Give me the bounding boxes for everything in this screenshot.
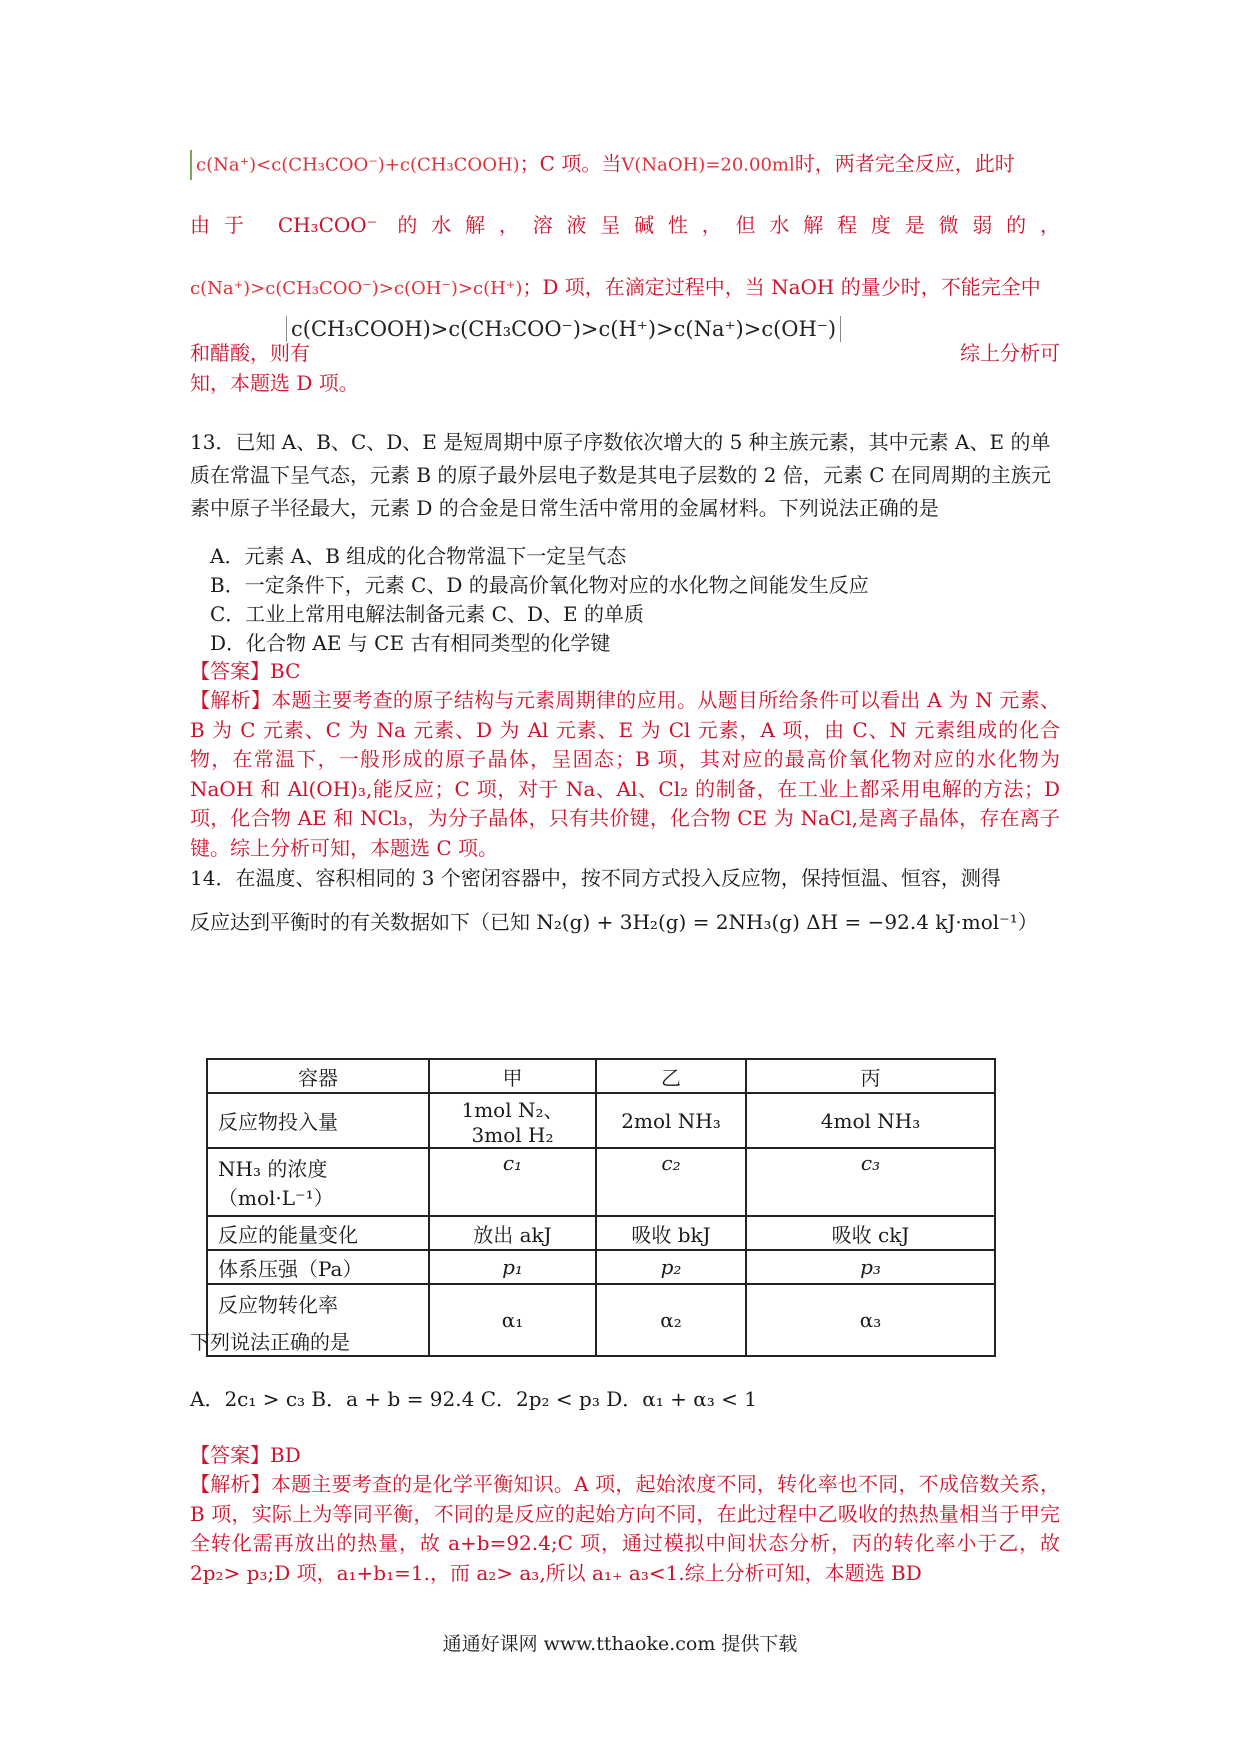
q13-option-c: C．工业上常用电解法制备元素 C、D、E 的单质 bbox=[210, 602, 644, 626]
intro-line-5: 知，本题选 D 项。 bbox=[190, 371, 359, 395]
table-row bbox=[207, 1093, 995, 1148]
q14-data-table bbox=[206, 1058, 996, 1357]
table-cell: 1mol N₂、3mol H₂ bbox=[429, 1093, 596, 1148]
table-cell: 体系压强（Pa） bbox=[207, 1250, 429, 1284]
table-cell: p₁ bbox=[429, 1250, 596, 1284]
table-cell: α₁ bbox=[429, 1284, 596, 1356]
q14-stem-line-1: 14．在温度、容积相同的 3 个密闭容器中，按不同方式投入反应物，保持恒温、恒容，测得 bbox=[190, 866, 1001, 890]
table-header-cell: 甲 bbox=[429, 1059, 596, 1093]
table-row bbox=[207, 1216, 995, 1250]
intro-line-2: 由于 CH₃COO⁻ 的水解，溶液呈碱性，但水解程度是微弱的， bbox=[190, 213, 1060, 237]
q14-stem-line-2: 反应达到平衡时的有关数据如下（已知 N₂(g) + 3H₂(g) = 2NH₃(g) ΔH = −92.4 kJ·mol⁻¹） bbox=[190, 910, 1038, 934]
q13-answer: 【答案】BC bbox=[190, 659, 301, 683]
table-cell: 2mol NH₃ bbox=[596, 1093, 746, 1148]
table-cell: 放出 akJ bbox=[429, 1216, 596, 1250]
table-header-cell: 乙 bbox=[596, 1059, 746, 1093]
table-cell: 吸收 ckJ bbox=[746, 1216, 995, 1250]
table-cell: c₂ bbox=[596, 1148, 746, 1216]
q14-analysis: 【解析】本题主要考查的是化学平衡知识。A 项，起始浓度不同，转化率也不同，不成倍数关系，B 项，实际上为等同平衡，不同的是反应的起始方向不同，在此过程中乙吸收的热热量相当于甲完全转化需再放出的热量，故 a+b=92.4;C 项，通过模拟中间状态分析，丙的转化率小于乙，故 2p₂> p₃;D 项，a₁+b₁=1.，而 a₂> a₃,所以 a₁₊ a₃<1.综上分析可知，本题选 BD bbox=[190, 1472, 1060, 1585]
table-cell: NH₃ 的浓度（mol·L⁻¹） bbox=[207, 1148, 429, 1216]
q13-option-a: A．元素 A、B 组成的化合物常温下一定呈气态 bbox=[210, 544, 627, 568]
q14-options: A．2c₁ > c₃ B．a + b = 92.4 C．2p₂ < p₃ D．α₁ + α₃ < 1 bbox=[190, 1387, 757, 1411]
intro-line-3 bbox=[190, 274, 1060, 302]
intro-line-4 bbox=[190, 340, 1060, 366]
table-cell: p₃ bbox=[746, 1250, 995, 1284]
table-header-row bbox=[207, 1059, 995, 1093]
q13-analysis: 【解析】本题主要考查的原子结构与元素周期律的应用。从题目所给条件可以看出 A 为 N 元素、B 为 C 元素、C 为 Na 元素、D 为 Al 元素、E 为 Cl 元素，A 项，由 C、N 元素组成的化合物，在常温下，一般形成的原子晶体，呈固态；B 项，其对应的最高价氧化物对应的水化物为 NaOH 和 Al(OH)₃,能反应；C 项，对于 Na、Al、Cl₂ 的制备，在工业上都采用电解的方法；D 项，化合物 AE 和 NCl₃，为分子晶体，只有共价键，化合物 CE 为 NaCl,是离子晶体，存在离子键。综上分析可知，本题选 C 项。 bbox=[190, 688, 1060, 860]
intro-line-1 bbox=[190, 150, 1060, 180]
intro-formula-4: c(CH₃COOH)>c(CH₃COO⁻)>c(H⁺)>c(Na⁺)>c(OH⁻) bbox=[286, 316, 841, 342]
table-cell: c₃ bbox=[746, 1148, 995, 1216]
intro-text-1a: ；C 项。当 bbox=[519, 151, 622, 176]
table-cell: 反应物转化率 bbox=[207, 1284, 429, 1356]
page-footer: 通通好课网 www.tthaoke.com 提供下载 bbox=[442, 1633, 798, 1655]
table-cell: α₂ bbox=[596, 1284, 746, 1356]
q13-option-d: D．化合物 AE 与 CE 古有相同类型的化学键 bbox=[210, 631, 611, 655]
q14-answer: 【答案】BD bbox=[190, 1443, 301, 1467]
table-header-cell: 容器 bbox=[207, 1059, 429, 1093]
table-cell: 吸收 bkJ bbox=[596, 1216, 746, 1250]
table-header-cell: 丙 bbox=[746, 1059, 995, 1093]
intro-formula-1: c(Na⁺)<c(CH₃COO⁻)+c(CH₃COOH) bbox=[196, 154, 520, 176]
table-cell: α₃ bbox=[746, 1284, 995, 1356]
intro-text-1b: 时，两者完全反应，此时 bbox=[794, 151, 1015, 176]
q13-option-b: B．一定条件下，元素 C、D 的最高价氧化物对应的水化物之间能发生反应 bbox=[210, 573, 869, 597]
table-cell: 反应物投入量 bbox=[207, 1093, 429, 1148]
table-cell: c₁ bbox=[429, 1148, 596, 1216]
intro-text-4a: 和醋酸，则有 bbox=[190, 341, 310, 365]
intro-formula-3: c(Na⁺)>c(CH₃COO⁻)>c(OH⁻)>c(H⁺) bbox=[190, 278, 523, 299]
intro-text-4b: 综上分析可 bbox=[960, 341, 1060, 365]
intro-line-4-formula-row bbox=[286, 316, 1046, 342]
table-cell: 反应的能量变化 bbox=[207, 1216, 429, 1250]
q14-after-table: 下列说法正确的是 bbox=[190, 1330, 350, 1354]
intro-formula-2: V(NaOH)=20.00ml bbox=[621, 154, 795, 176]
q13-stem: 13．已知 A、B、C、D、E 是短周期中原子序数依次增大的 5 种主族元素，其中元素 A、E 的单质在常温下呈气态，元素 B 的原子最外层电子数是其电子层数的 2 倍，元素 C 在同周期的主族元素中原子半径最大，元素 D 的合金是日常生活中常用的金属材料。下列说法正确的是 bbox=[190, 430, 1051, 520]
table-cell: 4mol NH₃ bbox=[746, 1093, 995, 1148]
table-cell: p₂ bbox=[596, 1250, 746, 1284]
intro-text-3: ；D 项，在滴定过程中，当 NaOH 的量少时，不能完全中 bbox=[522, 275, 1041, 299]
table-row bbox=[207, 1250, 995, 1284]
table-row bbox=[207, 1148, 995, 1216]
margin-marker bbox=[190, 150, 192, 180]
